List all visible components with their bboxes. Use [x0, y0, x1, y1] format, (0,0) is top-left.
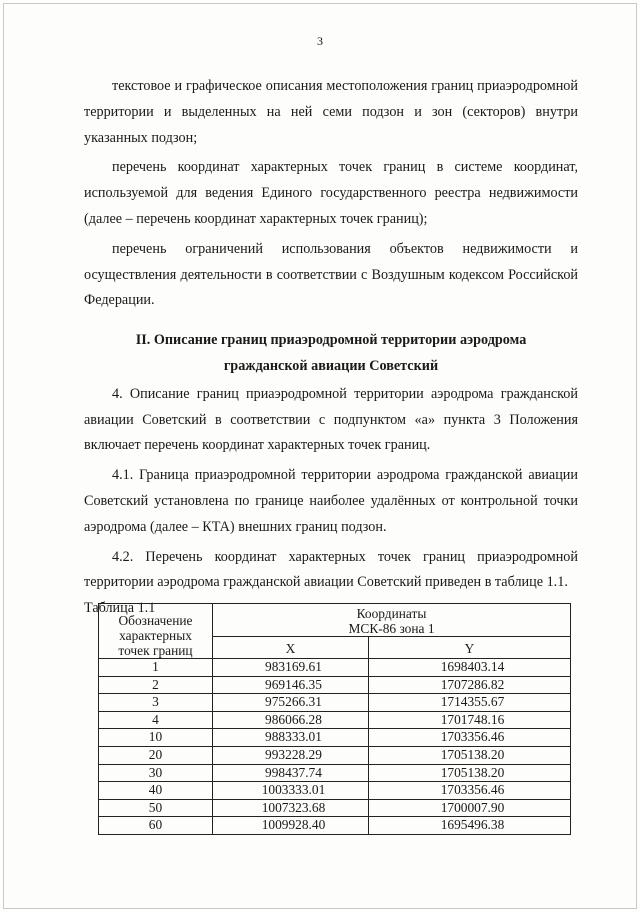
coordinates-table: [98, 603, 571, 835]
y-coordinate-cell: 1701748.16: [369, 711, 571, 729]
section-heading-line-2: гражданской авиации Советский: [223, 357, 439, 374]
y-coordinate-cell: 1700007.90: [369, 799, 571, 817]
point-cell: 60: [99, 817, 213, 835]
x-coordinate-cell: 986066.28: [213, 711, 369, 729]
header-points-line-2: характерных: [119, 628, 192, 643]
table-row: [99, 676, 571, 694]
paragraph-restrictions-list: перечень ограничений использования объектов недвижимости и осуществления деятельности в соответствии с Воздушным кодексом Российской Федерации.: [84, 240, 578, 309]
point-cell: 10: [99, 729, 213, 747]
paragraph-coordinates-list: перечень координат характерных точек границ в системе координат, используемой для ведения Единого государственного реестра недвижимости (далее – перечень координат характерных точек границ);: [84, 159, 578, 227]
table-row: [99, 711, 571, 729]
x-coordinate-cell: 969146.35: [213, 676, 369, 694]
header-points-line-1: Обозначение: [118, 613, 193, 628]
x-coordinate-cell: 1003333.01: [213, 782, 369, 800]
x-coordinate-cell: 1007323.68: [213, 799, 369, 817]
paragraph-text-description: текстовое и графическое описания местоположения границ приаэродромной территории и выделенных на ней семи подзон и зон (секторов) внутри указанных подзон;: [84, 78, 578, 146]
x-coordinate-cell: 983169.61: [213, 659, 369, 677]
table-row: [99, 782, 571, 800]
header-coordinates-line-2: МСК-86 зона 1: [348, 621, 435, 636]
paragraph-4-2: 4.2. Перечень координат характерных точек границ приаэродромной территории аэродрома гражданской авиации Советский приведен в таблице 1.1.: [84, 548, 578, 591]
header-coordinates: [213, 604, 571, 637]
table-row: [99, 659, 571, 677]
point-cell: 40: [99, 782, 213, 800]
y-coordinate-cell: 1705138.20: [369, 746, 571, 764]
header-coordinates-line-1: Координаты: [356, 606, 427, 621]
x-coordinate-cell: 993228.29: [213, 746, 369, 764]
section-heading-line-1: II. Описание границ приаэродромной территории аэродрома: [135, 332, 527, 349]
x-coordinate-cell: 988333.01: [213, 729, 369, 747]
point-cell: 50: [99, 799, 213, 817]
point-cell: 4: [99, 711, 213, 729]
paragraph-4-1: 4.1. Граница приаэродромной территории аэродрома гражданской авиации Советский установлена по границе наиболее удалённых от контрольной точки аэродрома (далее – КТА) внешних границ подзон.: [84, 467, 578, 535]
document-body: [84, 74, 578, 622]
table-row: [99, 817, 571, 835]
header-x: X: [213, 637, 369, 659]
x-coordinate-cell: 1009928.40: [213, 817, 369, 835]
point-cell: 30: [99, 764, 213, 782]
y-coordinate-cell: 1707286.82: [369, 676, 571, 694]
header-y: Y: [369, 637, 571, 659]
x-coordinate-cell: 998437.74: [213, 764, 369, 782]
point-cell: 2: [99, 676, 213, 694]
section-heading: [84, 328, 578, 380]
header-points-line-3: точек границ: [118, 643, 193, 658]
table-row: [99, 729, 571, 747]
y-coordinate-cell: 1695496.38: [369, 817, 571, 835]
y-coordinate-cell: 1698403.14: [369, 659, 571, 677]
point-cell: 20: [99, 746, 213, 764]
y-coordinate-cell: 1705138.20: [369, 764, 571, 782]
table-row: [99, 799, 571, 817]
paragraph-4: 4. Описание границ приаэродромной территории аэродрома гражданской авиации Советский в соответствии с подпунктом «а» пункта 3 Положения включает перечень координат характерных точек границ.: [84, 385, 578, 454]
table-row: [99, 694, 571, 712]
y-coordinate-cell: 1703356.46: [369, 729, 571, 747]
table-row: [99, 764, 571, 782]
y-coordinate-cell: 1703356.46: [369, 782, 571, 800]
page-number: 3: [317, 34, 323, 48]
coordinates-table-body: [99, 659, 571, 835]
point-cell: 3: [99, 694, 213, 712]
table-caption: Таблица 1.1: [84, 600, 156, 617]
table-row: [99, 746, 571, 764]
point-cell: 1: [99, 659, 213, 677]
y-coordinate-cell: 1714355.67: [369, 694, 571, 712]
header-points: [99, 604, 213, 659]
x-coordinate-cell: 975266.31: [213, 694, 369, 712]
